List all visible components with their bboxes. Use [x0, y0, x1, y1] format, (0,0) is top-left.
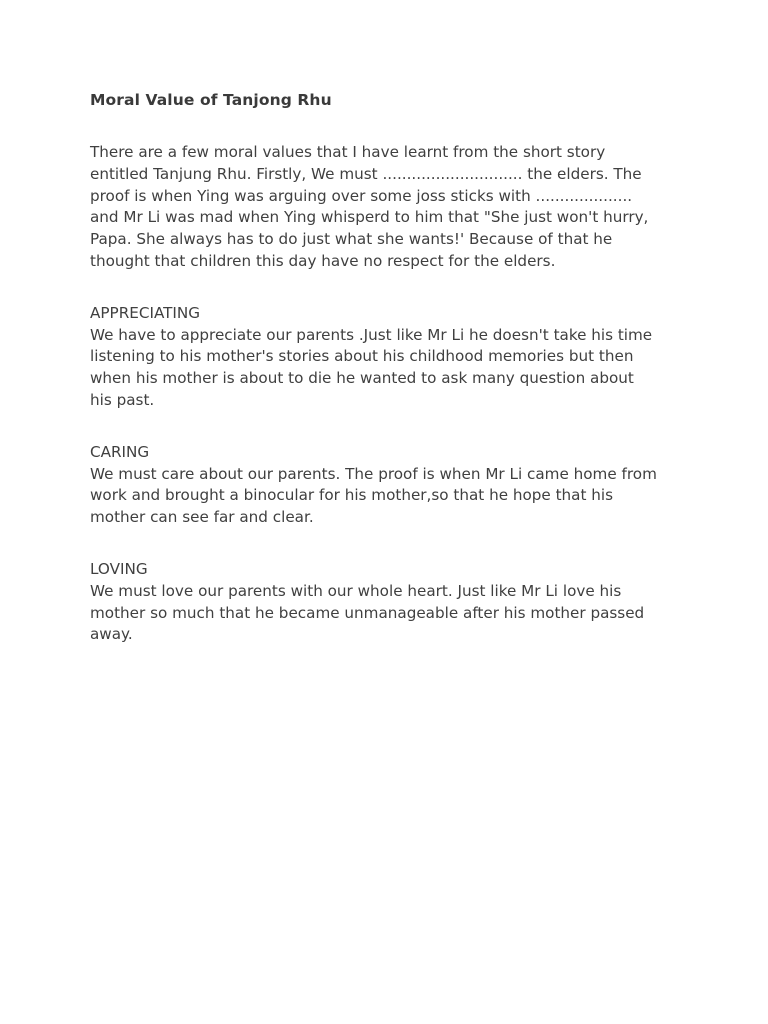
section-appreciating — [90, 303, 690, 412]
section-heading: APPRECIATING — [90, 303, 201, 322]
section-line: mother so much that he became unmanageable after his mother passed — [90, 603, 645, 622]
intro-paragraph — [90, 142, 690, 273]
section-caring — [90, 442, 690, 529]
document-title: Moral Value of Tanjong Rhu — [90, 91, 332, 109]
document-page — [90, 88, 690, 676]
section-line: mother can see far and clear. — [90, 508, 314, 527]
intro-line: There are a few moral values that I have learnt from the short story — [90, 143, 606, 161]
intro-line: and Mr Li was mad when Ying whisperd to him that "She just won't hurry, — [90, 208, 649, 227]
section-line: listening to his mother's stories about his childhood memories but then — [90, 347, 634, 366]
section-line: away. — [90, 625, 133, 644]
section-heading: LOVING — [90, 559, 148, 578]
section-line: work and brought a binocular for his mother,so that he hope that his — [90, 486, 614, 505]
section-line: We must love our parents with our whole heart. Just like Mr Li love his — [90, 581, 622, 600]
section-loving — [90, 559, 690, 646]
intro-line: proof is when Ying was arguing over some joss sticks with .................... — [90, 186, 633, 205]
section-heading: CARING — [90, 442, 150, 461]
section-line: We must care about our parents. The proof is when Mr Li came home from — [90, 464, 657, 483]
intro-line: thought that children this day have no respect for the elders. — [90, 251, 556, 270]
intro-line: entitled Tanjung Rhu. Firstly, We must ............................. the elders. The — [90, 164, 642, 183]
intro-line: Papa. She always has to do just what she wants!' Because of that he — [90, 230, 613, 249]
section-line: when his mother is about to die he wanted to ask many question about — [90, 369, 634, 388]
section-line: We have to appreciate our parents .Just like Mr Li he doesn't take his time — [90, 325, 653, 344]
section-line: his past. — [90, 390, 155, 409]
